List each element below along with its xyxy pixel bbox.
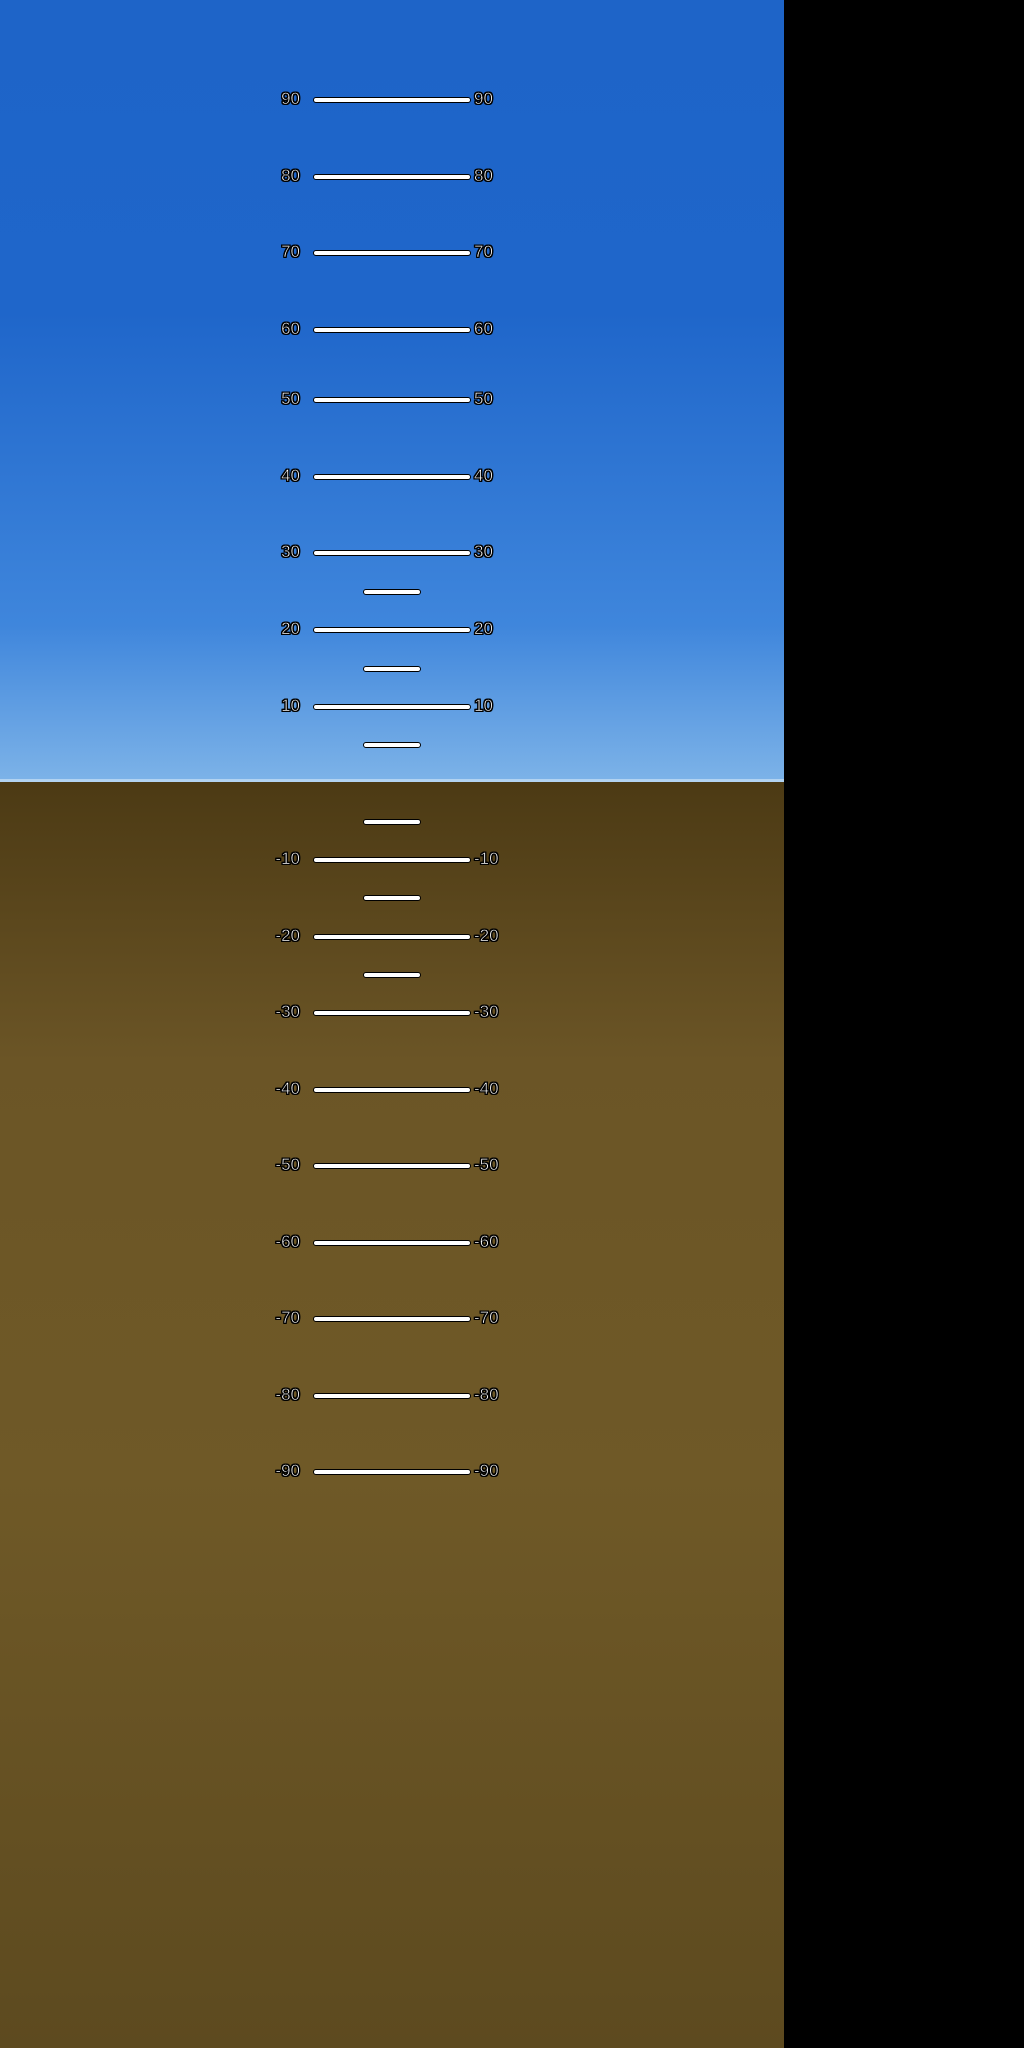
pitch-label-right: 20	[474, 619, 493, 638]
pitch-rung-bar-major	[313, 934, 471, 940]
pitch-label-left: 30	[281, 542, 300, 561]
pitch-label-left: 80	[281, 166, 300, 185]
pitch-label-left: -20	[275, 926, 300, 945]
pitch-label-left: -70	[275, 1308, 300, 1327]
pitch-rung-bar-major	[313, 327, 471, 333]
pitch-label-left: 20	[281, 619, 300, 638]
pitch-rung-bar-major	[313, 1163, 471, 1169]
pitch-rung-bar-minor	[363, 589, 421, 595]
pitch-label-left: 60	[281, 319, 300, 338]
pitch-rung-bar-minor	[363, 819, 421, 825]
pitch-label-left: -60	[275, 1232, 300, 1251]
pitch-label-left: 50	[281, 389, 300, 408]
pitch-rung-bar-major	[313, 250, 471, 256]
pitch-rung-bar-major	[313, 704, 471, 710]
pitch-rung-bar-major	[313, 1393, 471, 1399]
pitch-label-left: 70	[281, 242, 300, 261]
pitch-rung-bar-minor	[363, 742, 421, 748]
pitch-label-left: -50	[275, 1155, 300, 1174]
pitch-rung-bar-major	[313, 397, 471, 403]
pitch-label-left: -40	[275, 1079, 300, 1098]
pitch-label-left: -80	[275, 1385, 300, 1404]
pitch-label-right: -80	[474, 1385, 499, 1404]
pitch-rung-bar-major	[313, 1316, 471, 1322]
pitch-label-right: -10	[474, 849, 499, 868]
pitch-label-right: 30	[474, 542, 493, 561]
pitch-label-right: -60	[474, 1232, 499, 1251]
pitch-label-right: 80	[474, 166, 493, 185]
pitch-label-right: -30	[474, 1002, 499, 1021]
pitch-label-right: -50	[474, 1155, 499, 1174]
pitch-label-right: 90	[474, 89, 493, 108]
pitch-rung-bar-major	[313, 97, 471, 103]
pitch-label-right: 10	[474, 696, 493, 715]
pitch-rung-bar-major	[313, 550, 471, 556]
pitch-label-right: 60	[474, 319, 493, 338]
pitch-label-right: 70	[474, 242, 493, 261]
pitch-label-left: -10	[275, 849, 300, 868]
pitch-rung-bar-major	[313, 1469, 471, 1475]
pitch-rung-bar-major	[313, 1087, 471, 1093]
pitch-label-right: -20	[474, 926, 499, 945]
pitch-label-left: 40	[281, 466, 300, 485]
pitch-rung-bar-major	[313, 474, 471, 480]
pitch-rung-bar-major	[313, 1240, 471, 1246]
pitch-label-left: 90	[281, 89, 300, 108]
pitch-label-left: 10	[281, 696, 300, 715]
pitch-rung-bar-major	[313, 857, 471, 863]
pitch-label-right: 40	[474, 466, 493, 485]
pitch-label-right: -70	[474, 1308, 499, 1327]
pitch-rung-bar-minor	[363, 666, 421, 672]
pitch-label-left: -30	[275, 1002, 300, 1021]
pitch-rung-bar-major	[313, 627, 471, 633]
pitch-label-right: -90	[474, 1461, 499, 1480]
pitch-label-right: 50	[474, 389, 493, 408]
viewport-gutter	[784, 0, 1024, 2048]
pitch-label-right: -40	[474, 1079, 499, 1098]
pitch-rung-bar-minor	[363, 895, 421, 901]
pitch-rung-bar-major	[313, 1010, 471, 1016]
pitch-rung-bar-minor	[363, 972, 421, 978]
pitch-rung-bar-major	[313, 174, 471, 180]
pitch-label-left: -90	[275, 1461, 300, 1480]
